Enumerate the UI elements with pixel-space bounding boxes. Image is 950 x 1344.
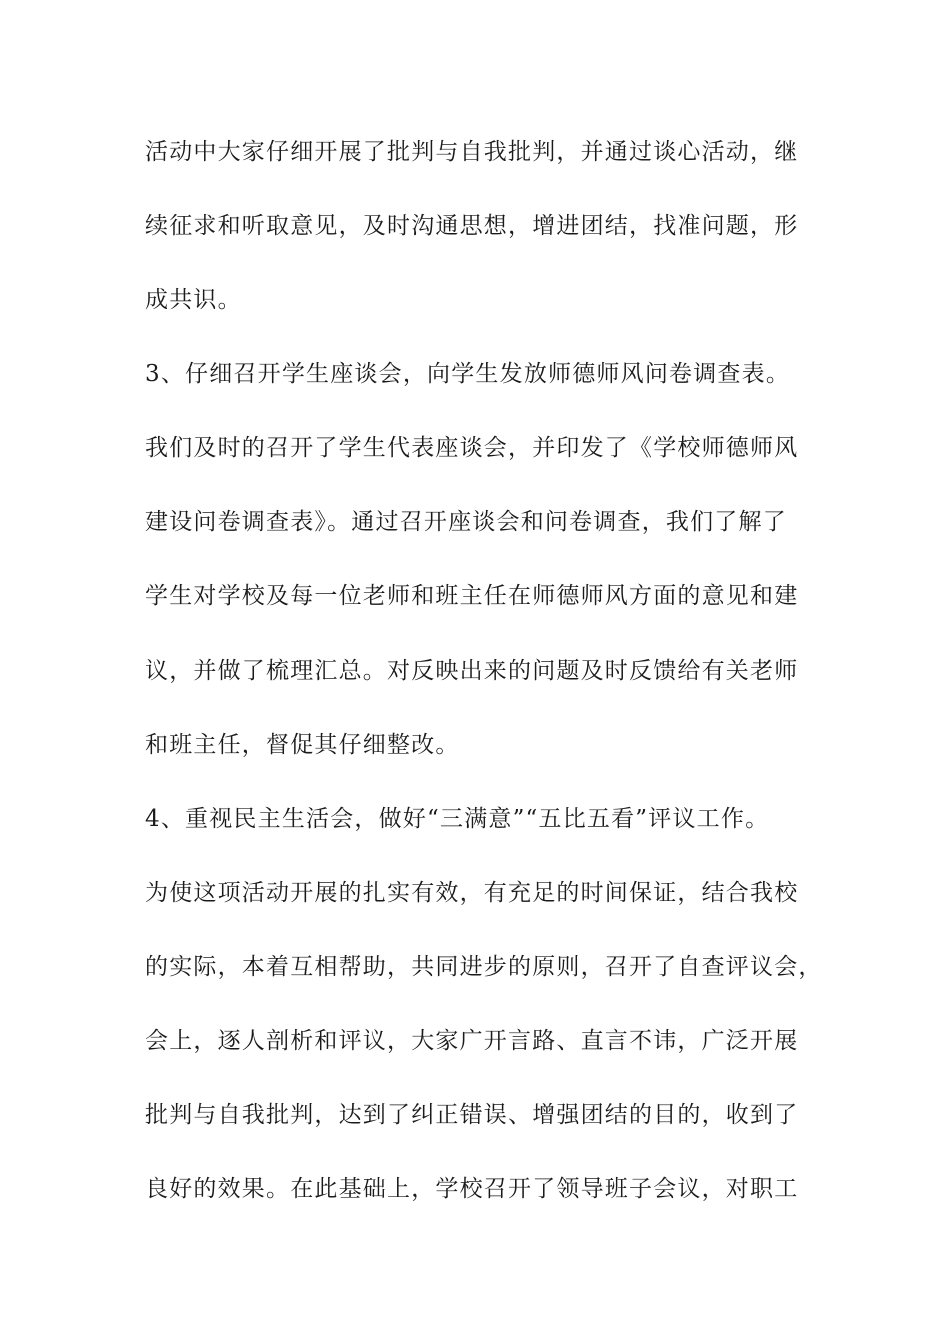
text-line-2: 续征求和听取意见，及时沟通思想，增进团结，找准问题，形: [145, 213, 799, 239]
text-line-6: 建设问卷调查表》。通过召开座谈会和问卷调查，我们了解了: [145, 509, 787, 535]
text-line-7: 学生对学校及每一位老师和班主任在师德师风方面的意见和建: [145, 583, 799, 609]
text-line-13: 会上，逐人剖析和评议，大家广开言路、直言不讳，广泛开展: [145, 1028, 799, 1054]
text-line-3: 成共识。: [145, 287, 242, 313]
text-line-14: 批判与自我批判，达到了纠正错误、增强团结的目的，收到了: [145, 1102, 799, 1128]
text-line-8: 议，并做了梳理汇总。对反映出来的问题及时反馈给有关老师: [145, 658, 799, 684]
text-line-11: 为使这项活动开展的扎实有效，有充足的时间保证，结合我校: [145, 880, 799, 906]
text-line-12: 的实际，本着互相帮助，共同进步的原则，召开了自查评议会，: [145, 954, 823, 980]
text-line-5: 我们及时的召开了学生代表座谈会，并印发了《学校师德师风: [145, 435, 799, 461]
text-line-15: 良好的效果。在此基础上，学校召开了领导班子会议，对职工: [145, 1176, 799, 1202]
section-heading-4: 4、重视民主生活会，做好“三满意”“五比五看”评议工作。: [145, 806, 770, 832]
text-line-1: 活动中大家仔细开展了批判与自我批判，并通过谈心活动，继: [145, 139, 799, 165]
section-heading-3: 3、仔细召开学生座谈会，向学生发放师德师风问卷调查表。: [145, 361, 791, 387]
text-line-9: 和班主任，督促其仔细整改。: [145, 732, 460, 758]
